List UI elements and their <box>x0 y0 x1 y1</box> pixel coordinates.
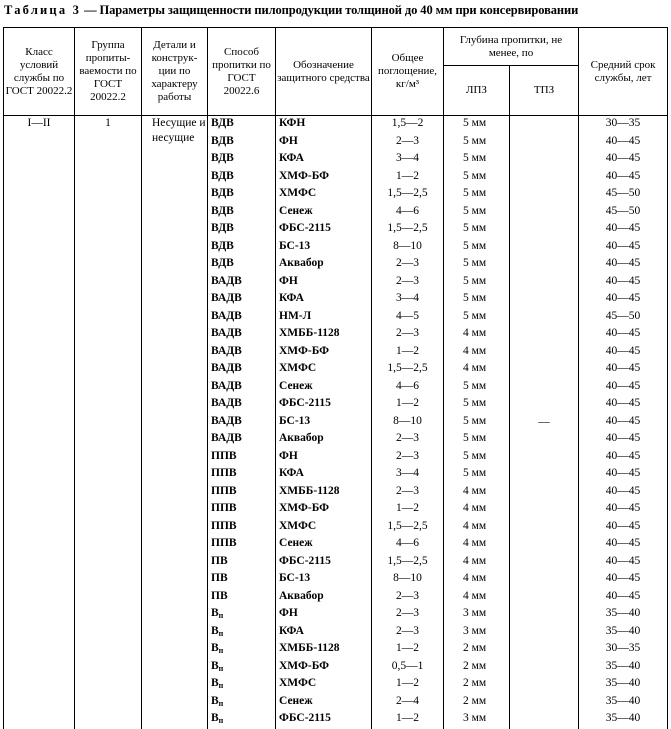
cell-service-life: 40—45 <box>579 554 668 572</box>
cell-service-life: 40—45 <box>579 431 668 449</box>
method-text: В <box>211 607 219 619</box>
cell-service-life: 40—45 <box>579 326 668 344</box>
cell-agent: ХМФС <box>276 186 372 204</box>
header-depth: Глубина пропитки, не менее, по <box>444 28 579 66</box>
cell-parts: Несущие и несущие <box>142 116 208 729</box>
cell-agent: ФН <box>276 449 372 467</box>
cell-method <box>208 256 276 274</box>
cell-lpz: 5 мм <box>444 204 510 222</box>
header-method: Способ пропитки по ГОСТ 20022.6 <box>208 28 276 116</box>
cell-service-life: 45—50 <box>579 204 668 222</box>
cell-lpz: 4 мм <box>444 554 510 572</box>
cell-agent: Аквабор <box>276 256 372 274</box>
cell-method <box>208 151 276 169</box>
cell-lpz: 3 мм <box>444 624 510 642</box>
cell-method <box>208 431 276 449</box>
method-text: ВДВ <box>211 239 234 252</box>
method-text: ППВ <box>211 467 237 479</box>
header-group: Группа пропиты-ваемости по ГОСТ 20022.2 <box>75 28 142 116</box>
cell-absorption: 3—4 <box>372 151 444 169</box>
cell-agent: ХМФС <box>276 361 372 379</box>
cell-agent: НМ-Л <box>276 309 372 327</box>
cell-lpz: 5 мм <box>444 274 510 292</box>
cell-lpz: 4 мм <box>444 501 510 519</box>
cell-agent: КФА <box>276 291 372 309</box>
method-text: ВАДВ <box>211 379 242 392</box>
method-subscript: п <box>218 698 224 708</box>
cell-method <box>208 169 276 187</box>
cell-lpz: 3 мм <box>444 606 510 624</box>
cell-lpz: 5 мм <box>444 134 510 152</box>
method-text: ВДВ <box>211 222 234 234</box>
method-text: ВАДВ <box>211 362 242 374</box>
cell-service-life: 40—45 <box>579 449 668 467</box>
cell-agent: Сенеж <box>276 204 372 222</box>
method-text: ППВ <box>211 502 237 514</box>
cell-absorption: 2—3 <box>372 256 444 274</box>
cell-method <box>208 309 276 327</box>
cell-lpz: 4 мм <box>444 536 510 554</box>
cell-absorption: 1,5—2,5 <box>372 186 444 204</box>
method-text: ВДВ <box>211 169 234 182</box>
cell-agent: БС-13 <box>276 414 372 432</box>
cell-absorption: 1—2 <box>372 344 444 362</box>
cell-method <box>208 676 276 694</box>
cell-class: I—II <box>4 116 75 729</box>
cell-service-life: 40—45 <box>579 169 668 187</box>
cell-absorption: 1,5—2,5 <box>372 361 444 379</box>
cell-service-life: 40—45 <box>579 589 668 607</box>
cell-lpz: 5 мм <box>444 291 510 309</box>
method-text: В <box>211 624 219 637</box>
cell-absorption: 4—6 <box>372 379 444 397</box>
cell-lpz: 5 мм <box>444 256 510 274</box>
cell-absorption: 1,5—2,5 <box>372 519 444 537</box>
cell-method <box>208 501 276 519</box>
method-text: ВАДВ <box>211 344 242 357</box>
table-body <box>4 116 668 729</box>
cell-method <box>208 624 276 642</box>
cell-method <box>208 641 276 659</box>
cell-absorption: 0,5—1 <box>372 659 444 677</box>
cell-lpz: 4 мм <box>444 589 510 607</box>
cell-method <box>208 659 276 677</box>
cell-service-life: 40—45 <box>579 379 668 397</box>
cell-absorption: 2—3 <box>372 326 444 344</box>
method-text: ППВ <box>211 537 237 549</box>
cell-method <box>208 291 276 309</box>
cell-agent: КФА <box>276 624 372 642</box>
cell-method <box>208 466 276 484</box>
cell-agent: Сенеж <box>276 694 372 712</box>
method-text: ВДВ <box>211 187 234 199</box>
cell-service-life: 40—45 <box>579 396 668 414</box>
cell-service-life: 40—45 <box>579 291 668 309</box>
cell-service-life: 35—40 <box>579 711 668 729</box>
cell-absorption: 3—4 <box>372 291 444 309</box>
cell-method <box>208 711 276 729</box>
cell-service-life: 40—45 <box>579 414 668 432</box>
cell-absorption: 8—10 <box>372 414 444 432</box>
cell-service-life: 40—45 <box>579 239 668 257</box>
cell-absorption: 2—3 <box>372 431 444 449</box>
cell-service-life: 40—45 <box>579 344 668 362</box>
cell-agent: Сенеж <box>276 379 372 397</box>
cell-method <box>208 116 276 134</box>
method-text: ВДВ <box>211 117 234 129</box>
cell-lpz: 4 мм <box>444 519 510 537</box>
cell-absorption: 2—3 <box>372 134 444 152</box>
cell-lpz: 4 мм <box>444 326 510 344</box>
cell-lpz: 5 мм <box>444 466 510 484</box>
method-text: ВАДВ <box>211 309 242 322</box>
cell-method <box>208 221 276 239</box>
cell-agent: БС-13 <box>276 239 372 257</box>
table-title: — Параметры защищенности пилопродукции толщиной до 40 мм при консервировании <box>81 3 579 17</box>
cell-lpz: 2 мм <box>444 641 510 659</box>
cell-method <box>208 571 276 589</box>
cell-method <box>208 134 276 152</box>
method-subscript: п <box>218 716 224 725</box>
cell-method <box>208 239 276 257</box>
cell-lpz: 5 мм <box>444 169 510 187</box>
cell-agent: ХМФС <box>276 519 372 537</box>
cell-service-life: 45—50 <box>579 309 668 327</box>
cell-method <box>208 186 276 204</box>
cell-absorption: 8—10 <box>372 239 444 257</box>
cell-lpz: 4 мм <box>444 344 510 362</box>
cell-absorption: 1—2 <box>372 676 444 694</box>
cell-lpz: 5 мм <box>444 379 510 397</box>
cell-agent: Сенеж <box>276 536 372 554</box>
header-service-life: Средний срок службы, лет <box>579 28 668 116</box>
cell-agent: Аквабор <box>276 431 372 449</box>
method-text: ПВ <box>211 572 228 584</box>
cell-service-life: 40—45 <box>579 151 668 169</box>
cell-method <box>208 606 276 624</box>
cell-lpz: 2 мм <box>444 659 510 677</box>
method-text: ВАДВ <box>211 414 242 427</box>
cell-lpz: 5 мм <box>444 239 510 257</box>
cell-service-life: 40—45 <box>579 466 668 484</box>
method-text: ВАДВ <box>211 432 242 444</box>
cell-method <box>208 379 276 397</box>
cell-method <box>208 361 276 379</box>
protection-parameters-table <box>3 27 668 729</box>
cell-absorption: 2—3 <box>372 484 444 502</box>
cell-service-life: 35—40 <box>579 659 668 677</box>
cell-service-life: 40—45 <box>579 571 668 589</box>
cell-lpz: 5 мм <box>444 309 510 327</box>
cell-method <box>208 344 276 362</box>
method-text: ВАДВ <box>211 274 242 287</box>
method-text: ППВ <box>211 484 237 497</box>
cell-agent: ФБС-2115 <box>276 221 372 239</box>
cell-lpz: 5 мм <box>444 414 510 432</box>
cell-service-life: 30—35 <box>579 116 668 134</box>
cell-agent: ХМФ-БФ <box>276 501 372 519</box>
cell-absorption: 2—3 <box>372 449 444 467</box>
cell-service-life: 45—50 <box>579 186 668 204</box>
cell-method <box>208 554 276 572</box>
cell-absorption: 1—2 <box>372 501 444 519</box>
method-text: ВАДВ <box>211 292 242 304</box>
cell-absorption: 3—4 <box>372 466 444 484</box>
header-parts: Детали и конструк-ции по характеру работы <box>142 28 208 116</box>
cell-lpz: 4 мм <box>444 484 510 502</box>
cell-agent: ХМФ-БФ <box>276 169 372 187</box>
cell-absorption: 2—4 <box>372 694 444 712</box>
cell-lpz: 5 мм <box>444 116 510 134</box>
cell-service-life: 40—45 <box>579 361 668 379</box>
cell-lpz: 2 мм <box>444 676 510 694</box>
cell-agent: ФБС-2115 <box>276 711 372 729</box>
method-subscript: п <box>218 611 224 620</box>
cell-absorption: 1—2 <box>372 396 444 414</box>
cell-absorption: 4—6 <box>372 536 444 554</box>
method-text: В <box>211 642 219 654</box>
cell-absorption: 1—2 <box>372 169 444 187</box>
cell-agent: Аквабор <box>276 589 372 607</box>
cell-agent: ХМФ-БФ <box>276 659 372 677</box>
cell-lpz: 4 мм <box>444 571 510 589</box>
cell-absorption: 2—3 <box>372 606 444 624</box>
cell-service-life: 35—40 <box>579 624 668 642</box>
cell-method <box>208 449 276 467</box>
cell-method <box>208 396 276 414</box>
header-lpz: ЛПЗ <box>444 66 510 116</box>
cell-agent: ФН <box>276 274 372 292</box>
cell-absorption: 2—3 <box>372 624 444 642</box>
cell-agent: КФА <box>276 466 372 484</box>
method-text: В <box>211 677 219 689</box>
cell-agent: БС-13 <box>276 571 372 589</box>
cell-agent: ХМФ-БФ <box>276 344 372 362</box>
method-subscript: п <box>218 681 224 690</box>
cell-absorption: 8—10 <box>372 571 444 589</box>
header-agent: Обозначение защитного средства <box>276 28 372 116</box>
method-subscript: п <box>218 663 224 673</box>
cell-service-life: 35—40 <box>579 676 668 694</box>
cell-tpz: — <box>510 116 579 729</box>
table-header <box>4 28 668 116</box>
cell-service-life: 40—45 <box>579 501 668 519</box>
cell-method <box>208 326 276 344</box>
method-text: ВДВ <box>211 257 234 269</box>
table-row <box>4 116 668 134</box>
cell-absorption: 1,5—2,5 <box>372 554 444 572</box>
cell-agent: КФН <box>276 116 372 134</box>
method-text: В <box>211 659 219 672</box>
cell-absorption: 1,5—2,5 <box>372 221 444 239</box>
table-caption <box>4 3 669 18</box>
cell-absorption: 2—3 <box>372 589 444 607</box>
cell-service-life: 40—45 <box>579 134 668 152</box>
method-text: ВДВ <box>211 152 234 164</box>
cell-absorption: 1—2 <box>372 641 444 659</box>
cell-method <box>208 694 276 712</box>
method-text: ВДВ <box>211 204 234 217</box>
method-subscript: п <box>218 628 224 638</box>
method-text: ВАДВ <box>211 327 242 339</box>
header-tpz: ТПЗ <box>510 66 579 116</box>
cell-agent: КФА <box>276 151 372 169</box>
cell-group: 1 <box>75 116 142 729</box>
cell-service-life: 40—45 <box>579 274 668 292</box>
cell-lpz: 3 мм <box>444 711 510 729</box>
method-subscript: п <box>218 646 224 655</box>
method-text: В <box>211 712 219 724</box>
cell-lpz: 5 мм <box>444 396 510 414</box>
cell-agent: ФБС-2115 <box>276 396 372 414</box>
cell-method <box>208 484 276 502</box>
cell-lpz: 5 мм <box>444 151 510 169</box>
cell-lpz: 5 мм <box>444 221 510 239</box>
cell-lpz: 5 мм <box>444 431 510 449</box>
cell-absorption: 1,5—2 <box>372 116 444 134</box>
method-text: ПВ <box>211 589 228 602</box>
cell-method <box>208 274 276 292</box>
cell-agent: ФН <box>276 134 372 152</box>
cell-method <box>208 204 276 222</box>
cell-lpz: 2 мм <box>444 694 510 712</box>
cell-service-life: 35—40 <box>579 606 668 624</box>
cell-service-life: 40—45 <box>579 536 668 554</box>
cell-absorption: 1—2 <box>372 711 444 729</box>
cell-absorption: 4—5 <box>372 309 444 327</box>
method-text: ПВ <box>211 554 228 567</box>
header-class: Класс условий службы по ГОСТ 20022.2 <box>4 28 75 116</box>
cell-lpz: 5 мм <box>444 186 510 204</box>
method-text: ВДВ <box>211 134 234 147</box>
cell-method <box>208 589 276 607</box>
cell-agent: ФН <box>276 606 372 624</box>
cell-agent: ХМББ-1128 <box>276 641 372 659</box>
method-text: В <box>211 694 219 707</box>
method-text: ВАДВ <box>211 397 242 409</box>
table-number: Таблица 3 <box>4 3 82 17</box>
method-text: ППВ <box>211 449 237 462</box>
cell-method <box>208 519 276 537</box>
cell-lpz: 4 мм <box>444 361 510 379</box>
method-text: ППВ <box>211 519 237 532</box>
cell-method <box>208 536 276 554</box>
cell-agent: ХМББ-1128 <box>276 484 372 502</box>
cell-agent: ХМББ-1128 <box>276 326 372 344</box>
cell-method <box>208 414 276 432</box>
cell-agent: ХМФС <box>276 676 372 694</box>
cell-agent: ФБС-2115 <box>276 554 372 572</box>
cell-lpz: 5 мм <box>444 449 510 467</box>
cell-service-life: 30—35 <box>579 641 668 659</box>
cell-absorption: 2—3 <box>372 274 444 292</box>
header-absorption: Общее поглощение, кг/м³ <box>372 28 444 116</box>
cell-service-life: 40—45 <box>579 484 668 502</box>
cell-absorption: 4—6 <box>372 204 444 222</box>
cell-service-life: 40—45 <box>579 221 668 239</box>
cell-service-life: 35—40 <box>579 694 668 712</box>
cell-service-life: 40—45 <box>579 519 668 537</box>
cell-service-life: 40—45 <box>579 256 668 274</box>
